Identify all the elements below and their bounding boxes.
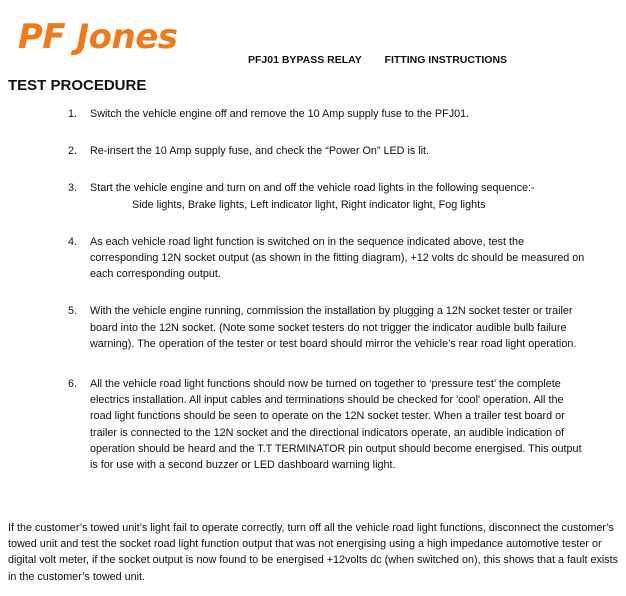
step-item [68, 106, 588, 122]
step-number: 1. [68, 108, 78, 120]
document-title: PFJ01 BYPASS RELAY [248, 54, 362, 66]
step-number: 3. [68, 182, 78, 195]
step-text: Switch the vehicle engine off and remove the 10 Amp supply fuse to the PFJ01. [90, 108, 470, 120]
step-number: 2. [68, 145, 78, 158]
step-number: 5. [68, 305, 78, 318]
document-header [248, 54, 507, 66]
step-item [68, 303, 588, 352]
procedure-steps [68, 106, 588, 473]
step-number: 4. [68, 235, 78, 248]
step-text: As each vehicle road light function is switched on in the sequence indicated above, test the corresponding 12N socket output (as shown in the fitting diagram), +12 volts dc should be measured on each corresponding output. [90, 235, 585, 281]
step-text: Re-insert the 10 Amp supply fuse, and check the “Power On” LED is lit. [90, 145, 430, 158]
section-title: TEST PROCEDURE [8, 77, 147, 94]
step-item [68, 180, 588, 212]
step-item [68, 234, 588, 283]
step-number: 6. [68, 378, 78, 391]
step-text: All the vehicle road light functions should now be turned on together to ‘pressure test’ the complete electrics installation. All input cables and terminations should be checked for 'cool' operation. All the road light functions should be seen to operate on the 12N socket tester. When a trailer test board or trailer is connected to the 12N socket and the directional indicators operate, an audible indication of operation should be heard and the T.T TERMINATOR pin output should become energised. This output is for use with a second buzzer or LED dashboard warning light. [90, 378, 582, 472]
step-text: Start the vehicle engine and turn on and off the vehicle road lights in the following sequence:- [90, 182, 535, 195]
brand-logo: PF Jones [18, 17, 178, 57]
step-item [68, 143, 588, 159]
document-subtitle: FITTING INSTRUCTIONS [384, 54, 508, 66]
step-text: With the vehicle engine running, commission the installation by plugging a 12N socket tester or trailer board into the 12N socket. (Note some socket testers do not trigger the indicator audible bulb failure warning). The operation of the tester or test board should mirror the vehicle’s rear road light operation. [90, 305, 577, 350]
step-item [68, 376, 588, 473]
closing-paragraph: If the customer’s towed unit’s light fail to operate correctly, turn off all the vehicle road light functions, disconnect the customer’s towed unit and test the socket road light function output that was not energising using a high impedance automotive tester or digital volt meter, if the socket output is now found to be energised +12volts dc (when switched on), this shows that a fault exists in the customer’s towed unit. [8, 522, 619, 583]
light-sequence: Side lights, Brake lights, Left indicator light, Right indicator light, Fog lights [132, 198, 486, 211]
